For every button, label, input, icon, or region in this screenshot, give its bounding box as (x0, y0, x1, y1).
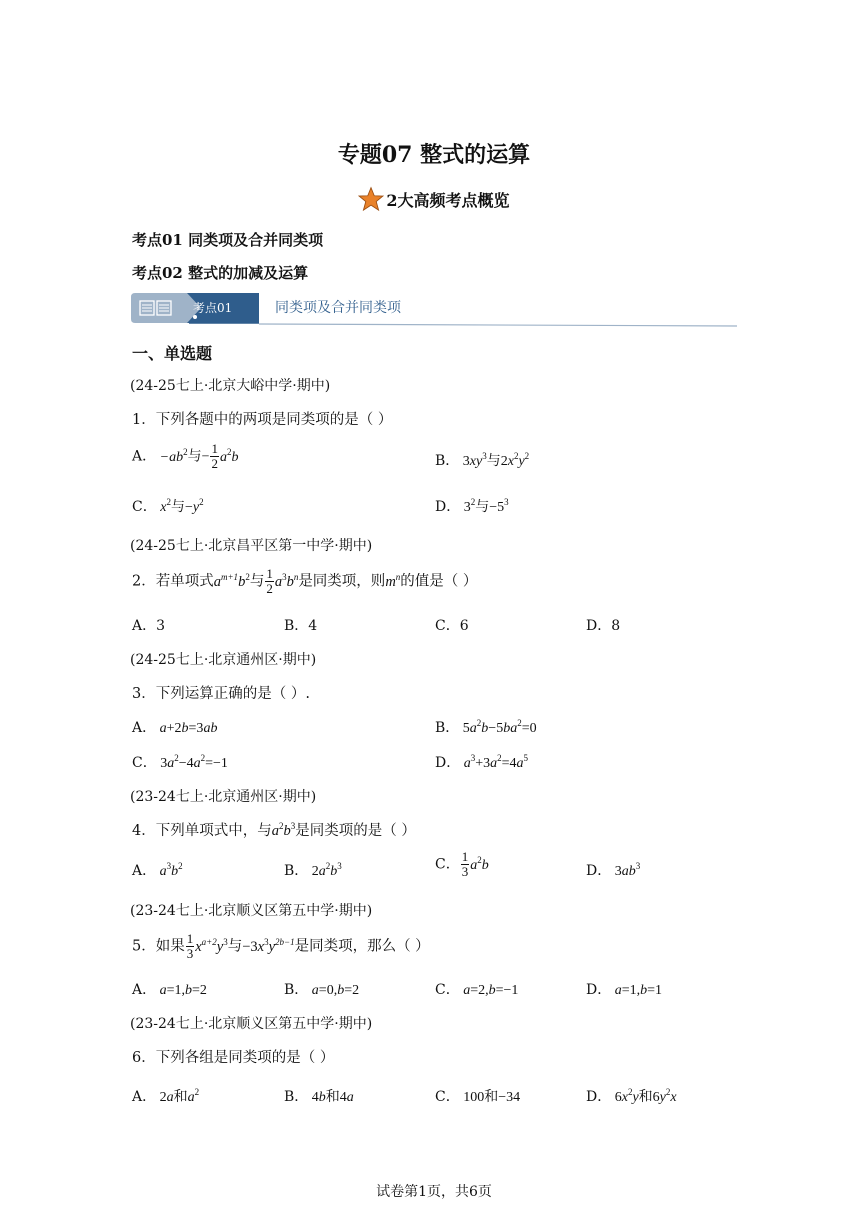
banner-text: 同类项及合并同类项 (275, 300, 401, 316)
q1-source: (24-25七上·北京大峪中学·期中) (130, 378, 331, 394)
q3-stem: 3．下列运算正确的是（ ）. (132, 686, 310, 702)
document-title: 专题07 整式的运算 (337, 142, 531, 168)
q5-source: (23-24七上·北京顺义区第五中学·期中) (130, 903, 373, 919)
q1-option-b: B． $3xy^3$与$2x^2y^2$ (435, 451, 530, 469)
q1-stem: 1．下列各题中的两项是同类项的是（ ） (132, 412, 393, 428)
q3-option-b: B． $5a^2b-5ba^2=0$ (435, 718, 537, 736)
q6-option-c: C． 100和−34 (435, 1089, 521, 1105)
subtitle (0, 186, 868, 212)
q6-option-a: A． 2a和$a^2$ (132, 1087, 200, 1105)
q1-option-d: D． $3^2$与$-5^3$ (435, 497, 509, 515)
kaodian-2: 考点02 整式的加减及运算 (132, 264, 309, 282)
section-heading: 一、单选题 (132, 344, 213, 363)
q5-option-d: D． a=1,b=1 (586, 982, 663, 998)
kaodian-1: 考点01 同类项及合并同类项 (132, 231, 324, 249)
q6-stem: 6．下列各组是同类项的是（ ） (132, 1050, 335, 1066)
q5-option-b: B． a=0,b=2 (284, 982, 360, 998)
q4-option-d: D． $3ab^3$ (586, 861, 641, 879)
q5-option-a: A． a=1,b=2 (132, 982, 207, 998)
q4-source: (23-24七上·北京通州区·期中) (130, 789, 317, 805)
q4-option-c: C． $\frac{1}{3}$ $a^2b$ (435, 849, 489, 879)
q6-source: (23-24七上·北京顺义区第五中学·期中) (130, 1016, 373, 1032)
q6-option-d: D． $6x^2y$和$6y^2x$ (586, 1087, 677, 1105)
q4-option-a: A． $a^3b^2$ (132, 861, 183, 879)
q3-source: (24-25七上·北京通州区·期中) (130, 652, 317, 668)
banner-tag: 考点01 (193, 301, 233, 315)
q4-option-b: B． $2a^2b^3$ (284, 861, 342, 879)
q5-stem: 5．如果 $\frac{1}{3}$ $x^{a+2}y^3$与$-3x^3y^{2b-1}$是同类项，那么（ ） (132, 931, 430, 961)
star-icon (358, 186, 384, 212)
q4-stem: 4．下列单项式中，与$a^2b^3$是同类项的是（ ） (132, 821, 416, 839)
q2-stem: 2．若单项式$a^{m+1}b^2$与 $\frac{1}{2}$ $a^3b^n$是同类项，则$m^n$的值是（ ） (132, 566, 478, 596)
q2-option-d: D．8 (586, 618, 621, 634)
q2-option-a: A．3 (132, 618, 166, 634)
q1-option-a: A． $-ab^2$与− $\frac{1}{2}$ $a^2b$ (132, 441, 239, 471)
section-banner (131, 292, 737, 328)
subtitle-text: 2大高频考点概览 (386, 191, 510, 210)
q1-option-c: C． $x^2$与$-y^2$ (132, 497, 204, 515)
q2-option-b: B．4 (284, 618, 318, 634)
q5-option-c: C． a=2,b=−1 (435, 982, 519, 998)
q3-option-a: A． a+2b=3ab (132, 720, 218, 736)
q6-option-b: B． 4b和4a (284, 1089, 354, 1105)
q2-source: (24-25七上·北京昌平区第一中学·期中) (130, 538, 373, 554)
q3-option-c: C． $3a^2-4a^2=-1$ (132, 753, 228, 771)
q3-option-d: D． $a^3+3a^2=4a^5$ (435, 753, 529, 771)
page-footer: 试卷第1页，共6页 (376, 1184, 492, 1200)
q2-option-c: C．6 (435, 618, 469, 634)
